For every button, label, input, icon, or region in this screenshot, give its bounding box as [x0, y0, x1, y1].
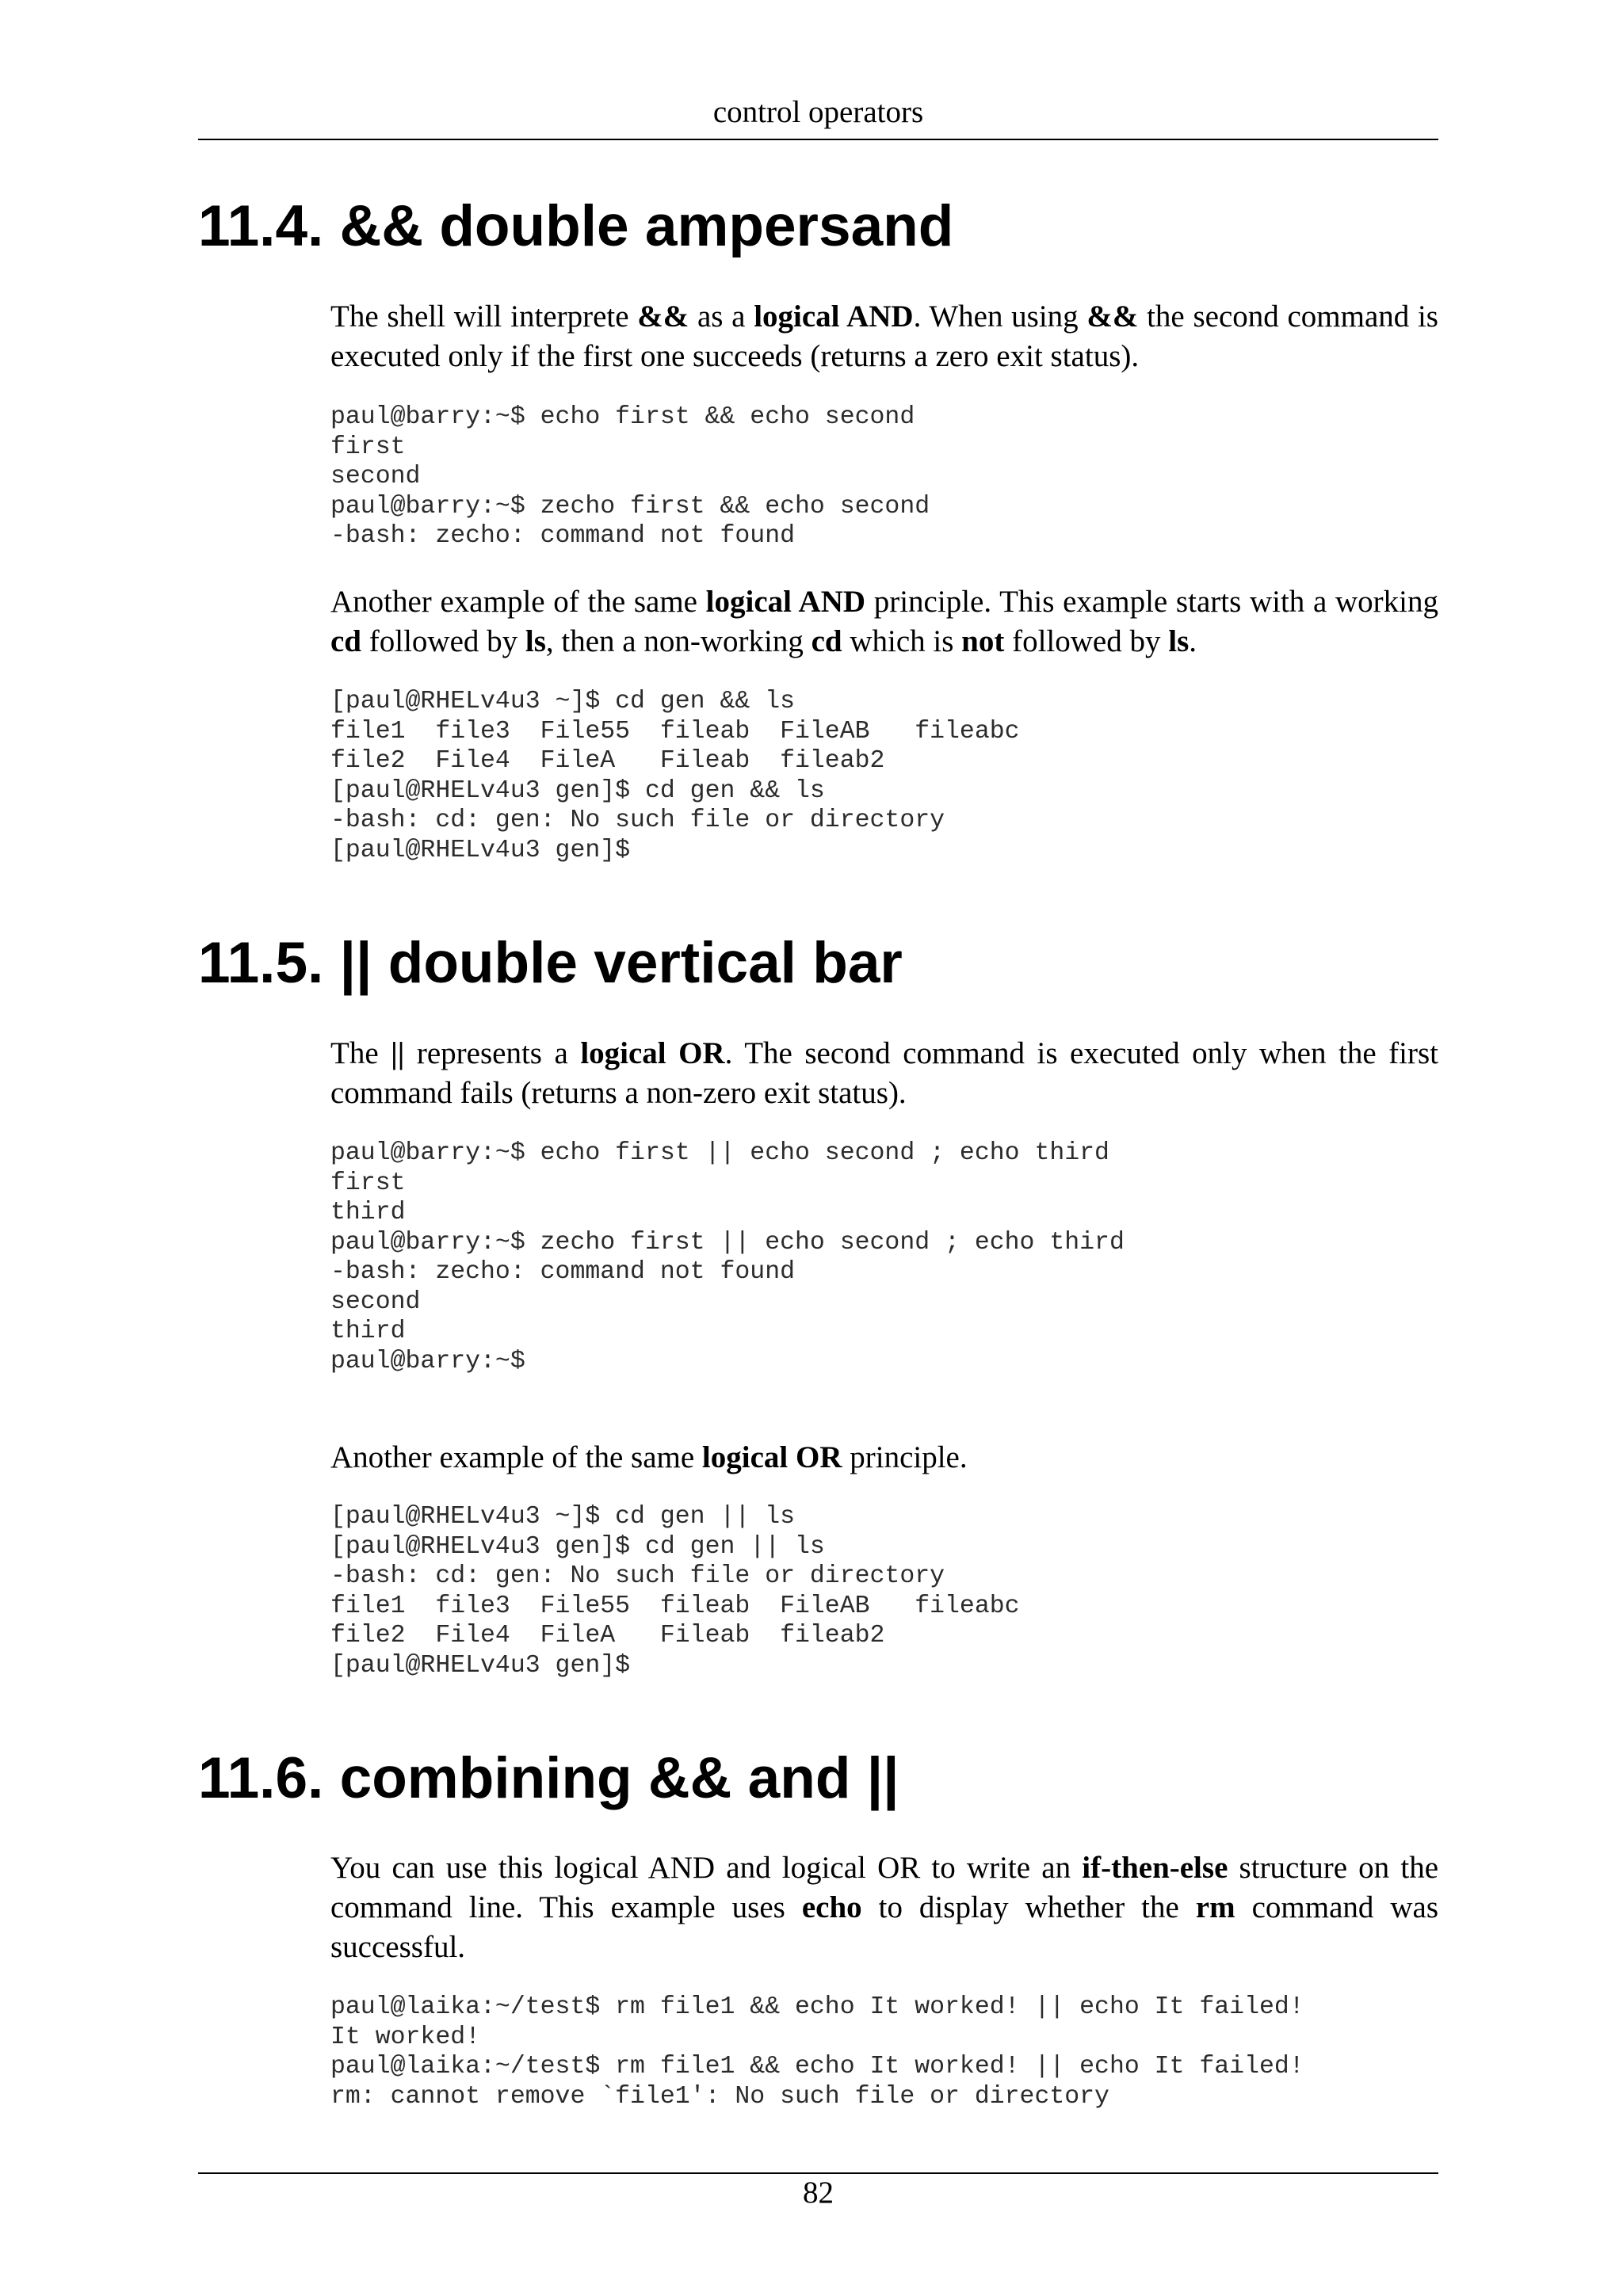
code-line: paul@laika:~/test$ rm file1 && echo It worked! || echo It failed!	[330, 1993, 1304, 2021]
code-line: file2 File4 FileA Fileab fileab2	[330, 1622, 885, 1650]
code-line: -bash: zecho: command not found	[330, 1258, 795, 1286]
paragraph-logical-and: The shell will interprete && as a logical AND. When using && the second command is executed only if the first one succeeds (returns a zero exit status).	[330, 299, 1438, 373]
paragraph-or-example: Another example of the same logical OR principle.	[330, 1440, 968, 1474]
code-block-and-cd	[330, 687, 1020, 865]
code-line: -bash: cd: gen: No such file or directory	[330, 807, 945, 834]
header-rule	[198, 139, 1438, 140]
code-line: [paul@RHELv4u3 ~]$ cd gen && ls	[330, 688, 795, 715]
page-number: 82	[803, 2176, 834, 2210]
section-heading-11-6: 11.6. combining && and ||	[198, 1746, 899, 1810]
code-line: third	[330, 1318, 406, 1345]
code-line: paul@barry:~$	[330, 1347, 525, 1375]
code-block-rm	[330, 1993, 1304, 2111]
code-line: paul@barry:~$ echo first && echo second	[330, 403, 915, 431]
section-heading-11-5: 11.5. || double vertical bar	[198, 931, 903, 995]
code-line: [paul@RHELv4u3 gen]$ cd gen && ls	[330, 776, 825, 805]
code-line: third	[330, 1199, 406, 1226]
running-header: control operators	[712, 95, 924, 129]
code-line: [paul@RHELv4u3 gen]$	[330, 836, 631, 864]
code-line: second	[330, 463, 421, 490]
code-line: file2 File4 FileA Fileab fileab2	[330, 747, 885, 775]
code-line: paul@laika:~/test$ rm file1 && echo It worked! || echo It failed!	[330, 2053, 1304, 2081]
code-line: file1 file3 File55 fileab FileAB fileabc	[330, 717, 1020, 746]
code-block-and-echo	[330, 402, 930, 551]
code-line: [paul@RHELv4u3 ~]$ cd gen || ls	[330, 1503, 795, 1531]
code-line: paul@barry:~$ zecho first && echo second	[330, 492, 930, 521]
code-line: second	[330, 1287, 421, 1316]
code-line: [paul@RHELv4u3 gen]$	[330, 1651, 631, 1680]
code-line: -bash: cd: gen: No such file or directory	[330, 1562, 945, 1590]
code-line: first	[330, 433, 406, 461]
code-line: paul@barry:~$ zecho first || echo second ; echo third	[330, 1228, 1125, 1257]
paragraph-and-example: Another example of the same logical AND principle. This example starts with a working cd followed by ls, then a non-working cd which is not followed by ls.	[330, 585, 1438, 658]
paragraph-if-then-else: You can use this logical AND and logical OR to write an if-then-else structure on the command line. This example uses echo to display whether the rm command was successful.	[330, 1851, 1439, 1964]
code-line: first	[330, 1169, 406, 1197]
code-line: -bash: zecho: command not found	[330, 522, 795, 550]
code-line: It worked!	[330, 2023, 481, 2051]
code-block-or-cd	[330, 1502, 1020, 1680]
code-line: [paul@RHELv4u3 gen]$ cd gen || ls	[330, 1532, 825, 1561]
code-block-or-echo	[330, 1138, 1125, 1376]
code-line: paul@barry:~$ echo first || echo second ; echo third	[330, 1139, 1109, 1167]
paragraph-logical-or: The || represents a logical OR. The second command is executed only when the first command fails (returns a non-zero exit status).	[330, 1036, 1438, 1110]
code-line: file1 file3 File55 fileab FileAB fileabc	[330, 1592, 1020, 1620]
code-line: rm: cannot remove `file1': No such file or directory	[330, 2082, 1109, 2111]
section-heading-11-4: 11.4. && double ampersand	[198, 194, 954, 258]
